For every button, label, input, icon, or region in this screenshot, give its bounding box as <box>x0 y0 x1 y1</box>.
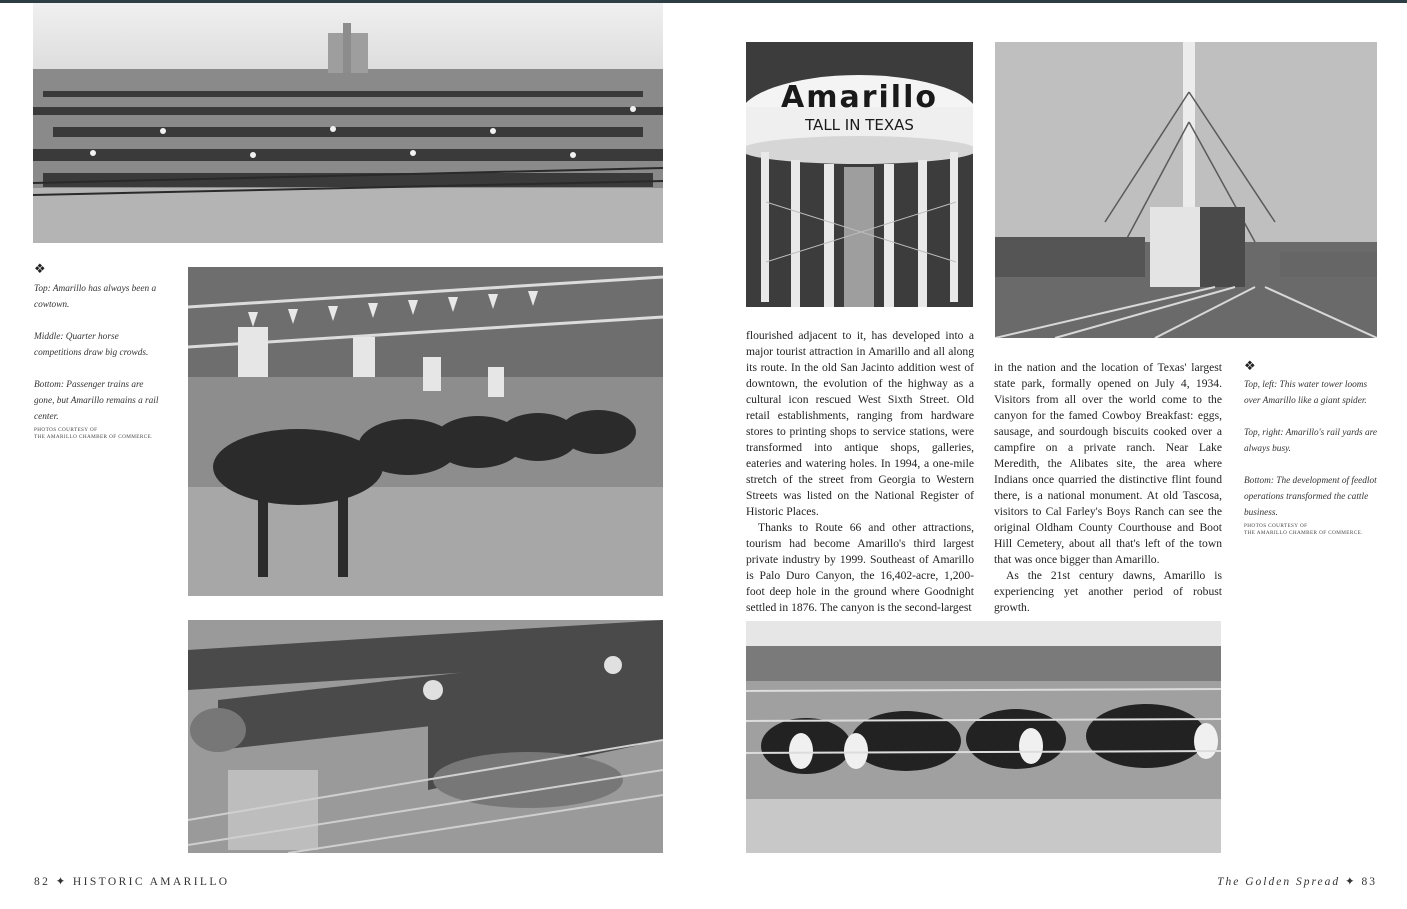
left-caption <box>34 281 164 441</box>
folio-title-left: HISTORIC AMARILLO <box>72 876 230 888</box>
ornament-right: ❖ <box>1244 359 1256 374</box>
caption-top-right: Top, right: Amarillo's rail yards are always busy. <box>1244 428 1378 454</box>
paragraph: flourished adjacent to it, has developed into a major tourist attraction in Amarillo and all along its route. In the old San Jacinto addition west of downtown, the evolution of the highway as a cultural icon rescued West Sixth Street. Old retail establishments, ranging from hardware stores to printing shops to service stations, were transformed into antique shops, galleries, eateries and watering holes. In 1994, a one-mile stretch of the street from Georgia to Western Streets was listed on the National Register of Historic Places. <box>746 329 974 518</box>
folio-left <box>34 874 229 888</box>
paragraph: As the 21st century dawns, Amarillo is experiencing yet another period of robust growth. <box>994 569 1222 614</box>
folio-separator-left: ✦ <box>55 876 68 888</box>
page-number-left: 82 <box>34 876 51 888</box>
paragraph: Thanks to Route 66 and other attractions, tourism had become Amarillo's third largest private industry by 1999. Southeast of Amarillo is Palo Duro Canyon, the 16,402-acre, 1,200-foot deep hole in the ground where Goodnight settled in 1876. The canyon is the second-largest <box>746 521 974 614</box>
body-text-column-2 <box>994 360 1222 616</box>
caption-middle: Middle: Quarter horse competitions draw big crowds. <box>34 332 149 358</box>
body-text-column-1 <box>746 328 974 616</box>
locomotive-photo <box>995 42 1377 338</box>
water-tower-photo <box>746 42 973 307</box>
caption-top-left: Top, left: This water tower looms over Amarillo like a giant spider. <box>1244 380 1368 406</box>
photo-credit-line2: THE AMARILLO CHAMBER OF COMMERCE. <box>1244 530 1363 536</box>
rail-yard-photo <box>188 620 663 853</box>
photo-credit-line2: THE AMARILLO CHAMBER OF COMMERCE. <box>34 434 153 440</box>
folio-title-right: The Golden Spread <box>1217 876 1341 888</box>
paragraph: in the nation and the location of Texas' largest state park, formally opened on July 4, 1934. Visitors from all over the world come to the canyon for the famed Cowboy Breakfast: eggs, sausage, and sourdough biscuits cooked over a campfire on a private ranch. Near Lake Meredith, the Alibates site, the area where Indians once quarried the distinctive flint found there, is a national monument. At old Tascosa, visitors to Cal Farley's Boys Ranch can see the original Oldham County Courthouse and Boot Hill Cemetery, about all that's left of the town that was once bigger than Amarillo. <box>994 361 1222 566</box>
photo-credit-line1: PHOTOS COURTESY OF <box>1244 523 1308 529</box>
cattle-pens-photo <box>33 3 663 243</box>
horse-riders-photo <box>188 267 663 596</box>
feedlot-photo <box>746 621 1221 853</box>
photo-credit-line1: PHOTOS COURTESY OF <box>34 427 98 433</box>
water-tower-tagline: TALL IN TEXAS <box>805 116 914 134</box>
ornament-left: ❖ <box>34 262 46 277</box>
page-number-right: 83 <box>1361 876 1377 888</box>
caption-bottom: Bottom: Passenger trains are gone, but Amarillo remains a rail center. <box>34 380 159 422</box>
caption-top: Top: Amarillo has always been a cowtown. <box>34 284 157 310</box>
caption-bottom: Bottom: The development of feedlot operations transformed the cattle business. <box>1244 476 1377 518</box>
folio-separator-right: ✦ <box>1344 876 1357 888</box>
right-caption <box>1244 377 1379 537</box>
folio-right <box>1217 874 1377 888</box>
water-tower-sign: Amarillo <box>781 80 938 115</box>
